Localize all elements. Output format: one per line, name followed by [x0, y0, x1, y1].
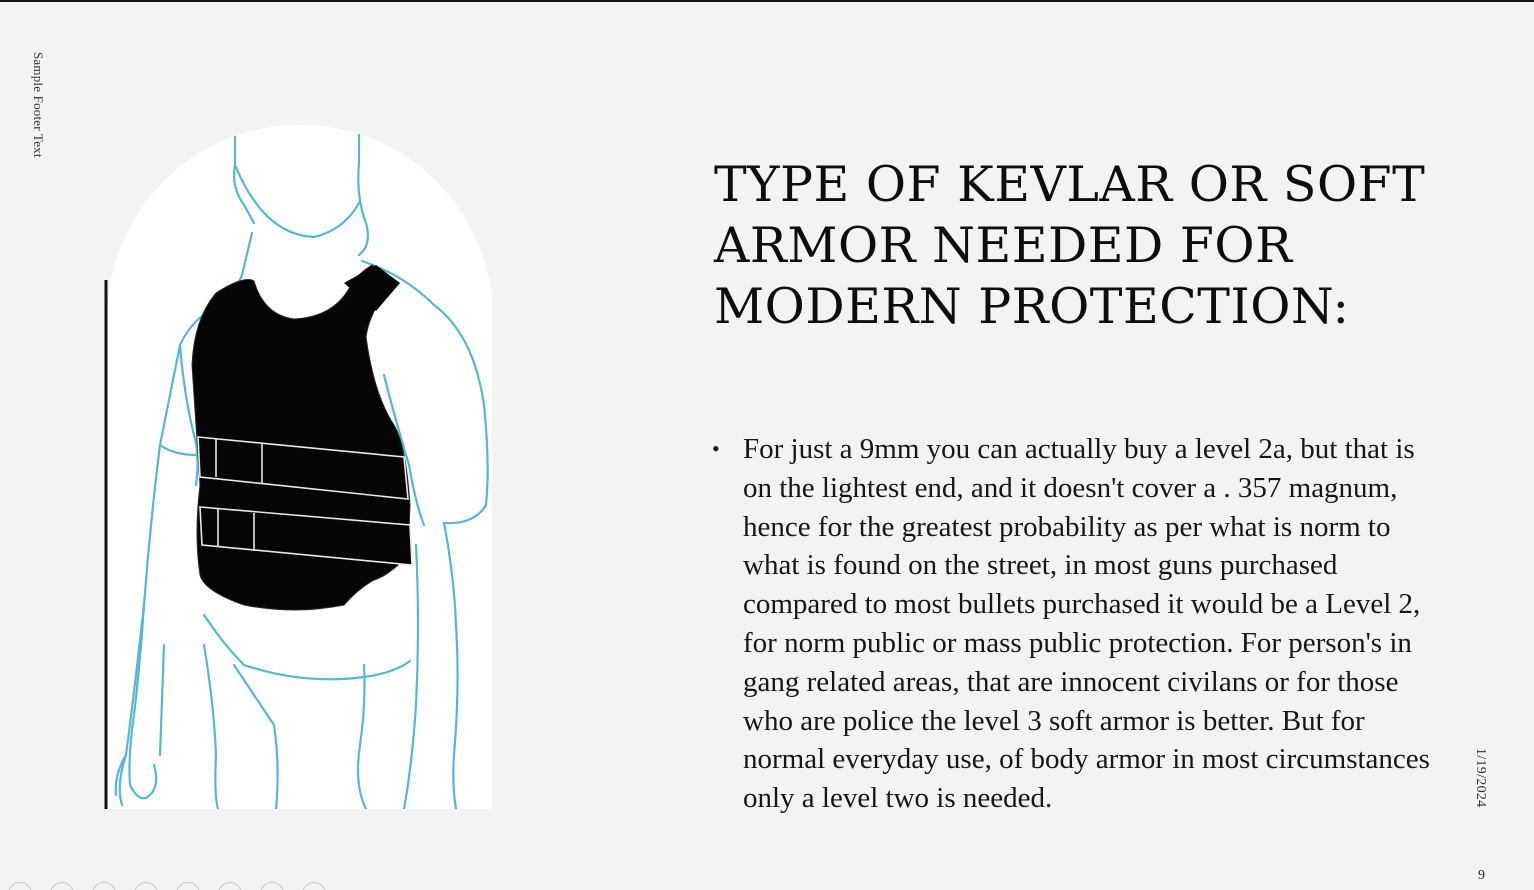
bullet-icon: •	[712, 436, 720, 461]
slide-date: 1/19/2024	[1473, 748, 1488, 808]
page-number: 9	[1478, 868, 1485, 883]
nav-dot[interactable]	[218, 882, 242, 890]
slide-title: TYPE OF KEVLAR OR SOFT ARMOR NEEDED FOR MODERN PROTECTION:	[714, 156, 1426, 335]
body-armor-illustration	[104, 105, 494, 809]
nav-dot[interactable]	[8, 882, 32, 890]
bullet-text: For just a 9mm you can actually buy a level 2a, but that is on the lightest end, and it doesn't cover a . 357 magnum, hence for the greatest probability as per what is norm to what is found on the street, in most guns purchased compared to most bullets purchased it would be a Level 2, for norm public or mass public protection. For person's in gang related areas, that are innocent civilans or for those who are police the level 3 soft armor is better. But for normal everyday use, of body armor in most circumstances only a level two is needed.	[743, 433, 1430, 815]
slide-nav-dots	[8, 882, 326, 890]
bullet-list	[712, 430, 1432, 818]
bullet-item	[712, 430, 1432, 818]
nav-dot[interactable]	[92, 882, 116, 890]
top-divider	[0, 0, 1534, 2]
nav-dot[interactable]	[302, 882, 326, 890]
footer-text: Sample Footer Text	[31, 52, 46, 158]
nav-dot[interactable]	[134, 882, 158, 890]
nav-dot[interactable]	[50, 882, 74, 890]
nav-dot[interactable]	[176, 882, 200, 890]
nav-dot[interactable]	[260, 882, 284, 890]
